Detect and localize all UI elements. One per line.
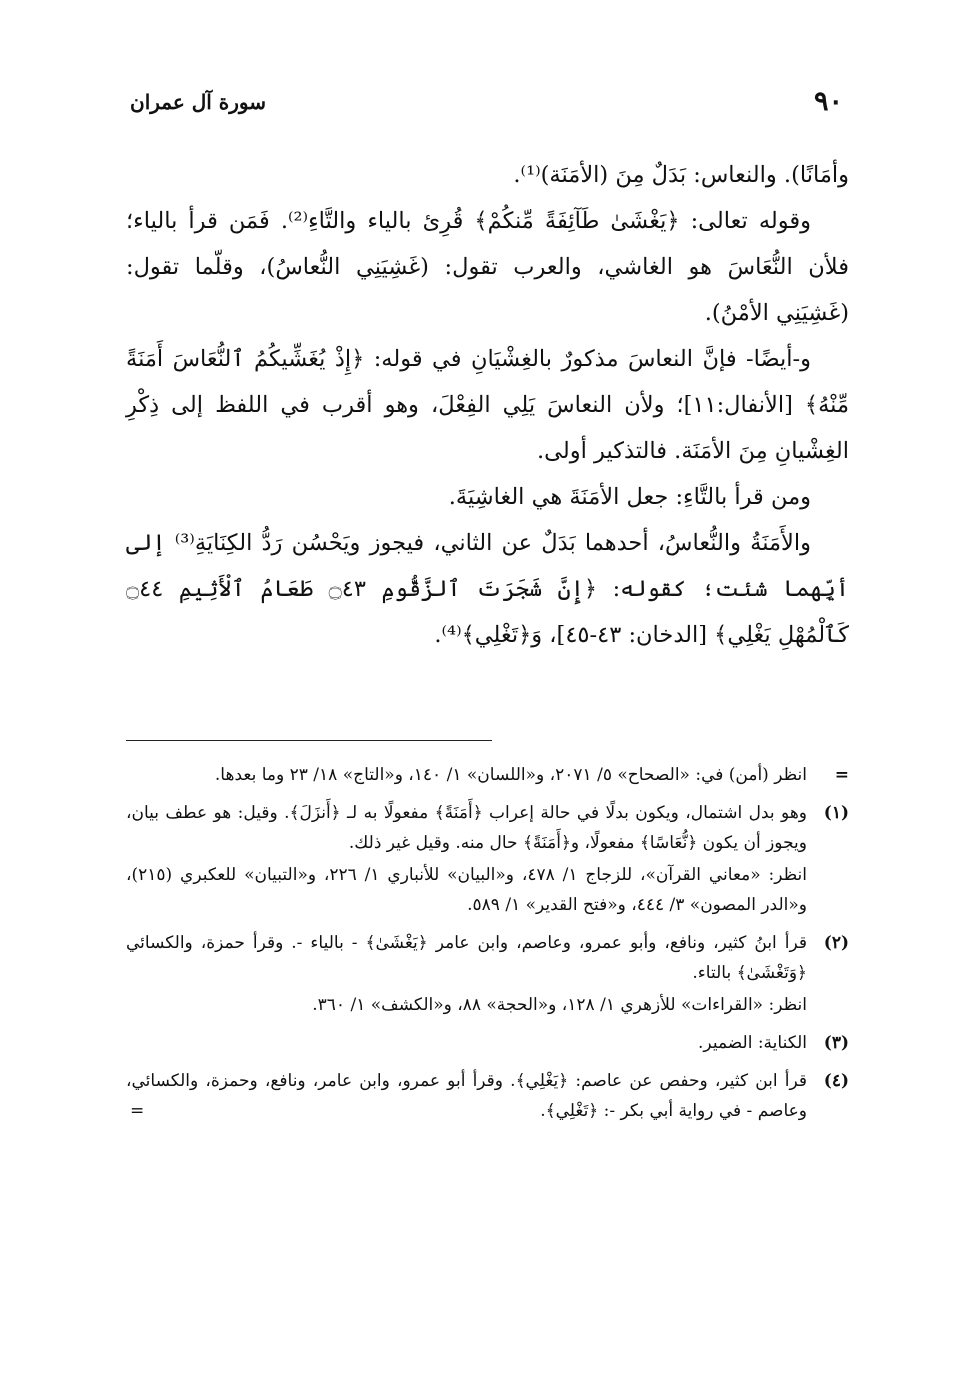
footnote-reference: انظر: «القراءات» للأزهري ١/ ١٢٨، و«الحجة» ٨٨، و«الكشف» ١/ ٣٦٠. bbox=[312, 995, 807, 1015]
footnote-number: (١) bbox=[823, 803, 849, 823]
footnote-text: قرأ ابنُ كثير، ونافع، وأبو عمرو، وعاصم، وابن عامر ﴿يَغْشَىٰ﴾ - بالياء -. وقرأ حمزة، والكسائي ﴿وَتَغْشَىٰ﴾ بالتاء. bbox=[126, 933, 807, 983]
main-paragraph: و-أيضًا- فإنَّ النعاسَ مذكورٌ بالغِشْيَانِ في قوله: ﴿إِذْ يُغَشِّيكُمُ ٱلنُّعَاسَ أَمَنَةً مِّنْهُ﴾ [الأنفال:١١]؛ ولأن النعاسَ يَلِي الفِعْلَ، وهو أقرب في اللفظ إلى ذِكْرِ الغِشْيانِ مِنَ الأمَنَة. فالتذكير أولى. bbox=[126, 346, 850, 464]
main-paragraph: والأَمَنَةُ والنُّعاسُ، أحدهما بَدَلٌ عن الثاني، فيجوز ويَحْسُن رَدُّ الكِنَايَةِ⁽³⁾ إلى أيِّهما شئت؛ كقوله: ﴿إِنَّ شَجَرَتَ ٱلزَّقُّومِ ۝٤٣ طَعَامُ ٱلْأَثِيمِ ۝٤٤ كَٱلْمُهْلِ يَغْلِي﴾ [الدخان: ٤٣-٤٥]، وَ﴿تَغْلِي﴾⁽⁴⁾. bbox=[126, 530, 849, 648]
footnote-item bbox=[126, 928, 849, 1020]
page-number: ٩٠ bbox=[813, 86, 843, 117]
main-paragraph: وأمَانًا). والنعاس: بَدَلٌ مِنَ (الأمَنَة)⁽¹⁾. bbox=[513, 162, 849, 188]
footnote-text: انظر (أمن) في: «الصحاح» ٥/ ٢٠٧١، و«اللسان» ١/ ١٤٠، و«التاج» ١٨/ ٢٣ وما بعدها. bbox=[214, 765, 807, 785]
footnote-text: الكناية: الضمير. bbox=[698, 1033, 807, 1053]
footnote-item bbox=[126, 1066, 849, 1126]
main-paragraph: وقوله تعالى: ﴿يَغْشَىٰ طَآئِفَةً مِّنكُمْ﴾ قُرِئ بالياء والتَّاءِ⁽²⁾. فَمَن قرأ بالياء؛ فلأن النُّعَاسَ هو الغاشي، والعرب تقول: (غَشِيَنِي النُّعاسُ)، وقلّما تقول: (غَشِيَنِي الأمْنُ). bbox=[126, 208, 849, 326]
footnotes bbox=[126, 760, 849, 1134]
footnote-continuation bbox=[126, 760, 849, 790]
footnote-reference: انظر: «معاني القرآن»، للزجاج ١/ ٤٧٨، و«البيان» للأنباري ١/ ٢٢٦، و«التبيان» للعكبري (٢١٥)، و«الدر المصون» ٣/ ٤٤٤، و«فتح القدير» ١/ ٥٨٩. bbox=[126, 865, 808, 915]
footnote-item bbox=[126, 1028, 849, 1058]
footnote-number: (٤) bbox=[823, 1071, 849, 1091]
footnote-text: قرأ ابن كثير، وحفص عن عاصم: ﴿يَغْلِي﴾. وقرأ أبو عمرو، وابن عامر، ونافع، وحمزة، والكسائي، وعاصم - في رواية أبي بكر -: ﴿تَغْلِي﴾. bbox=[126, 1071, 807, 1121]
footnote-number: (٣) bbox=[823, 1033, 849, 1053]
surah-title: سورة آل عمران bbox=[130, 90, 267, 114]
main-text bbox=[126, 152, 849, 658]
page-header bbox=[130, 86, 843, 126]
footnote-number: (٢) bbox=[823, 933, 849, 953]
main-paragraph: ومن قرأ بالتَّاءِ: جعل الأمَنَةَ هي الغاشِيَةَ. bbox=[448, 484, 811, 510]
footnote-divider bbox=[126, 740, 492, 741]
footnote-text: وهو بدل اشتمال، ويكون بدلًا في حالة إعراب ﴿أَمَنَةً﴾ مفعولًا به لـ ﴿أَنزَلَ﴾. وقيل: هو عطف بيان، ويجوز أن يكون ﴿نُّعَاسًا﴾ مفعولًا، و﴿أَمَنَةً﴾ حال منه. وقيل غير ذلك. bbox=[126, 803, 807, 853]
footnote-item bbox=[126, 798, 849, 920]
continuation-mark: = bbox=[834, 765, 849, 785]
continuation-end-mark: = bbox=[130, 1101, 145, 1121]
